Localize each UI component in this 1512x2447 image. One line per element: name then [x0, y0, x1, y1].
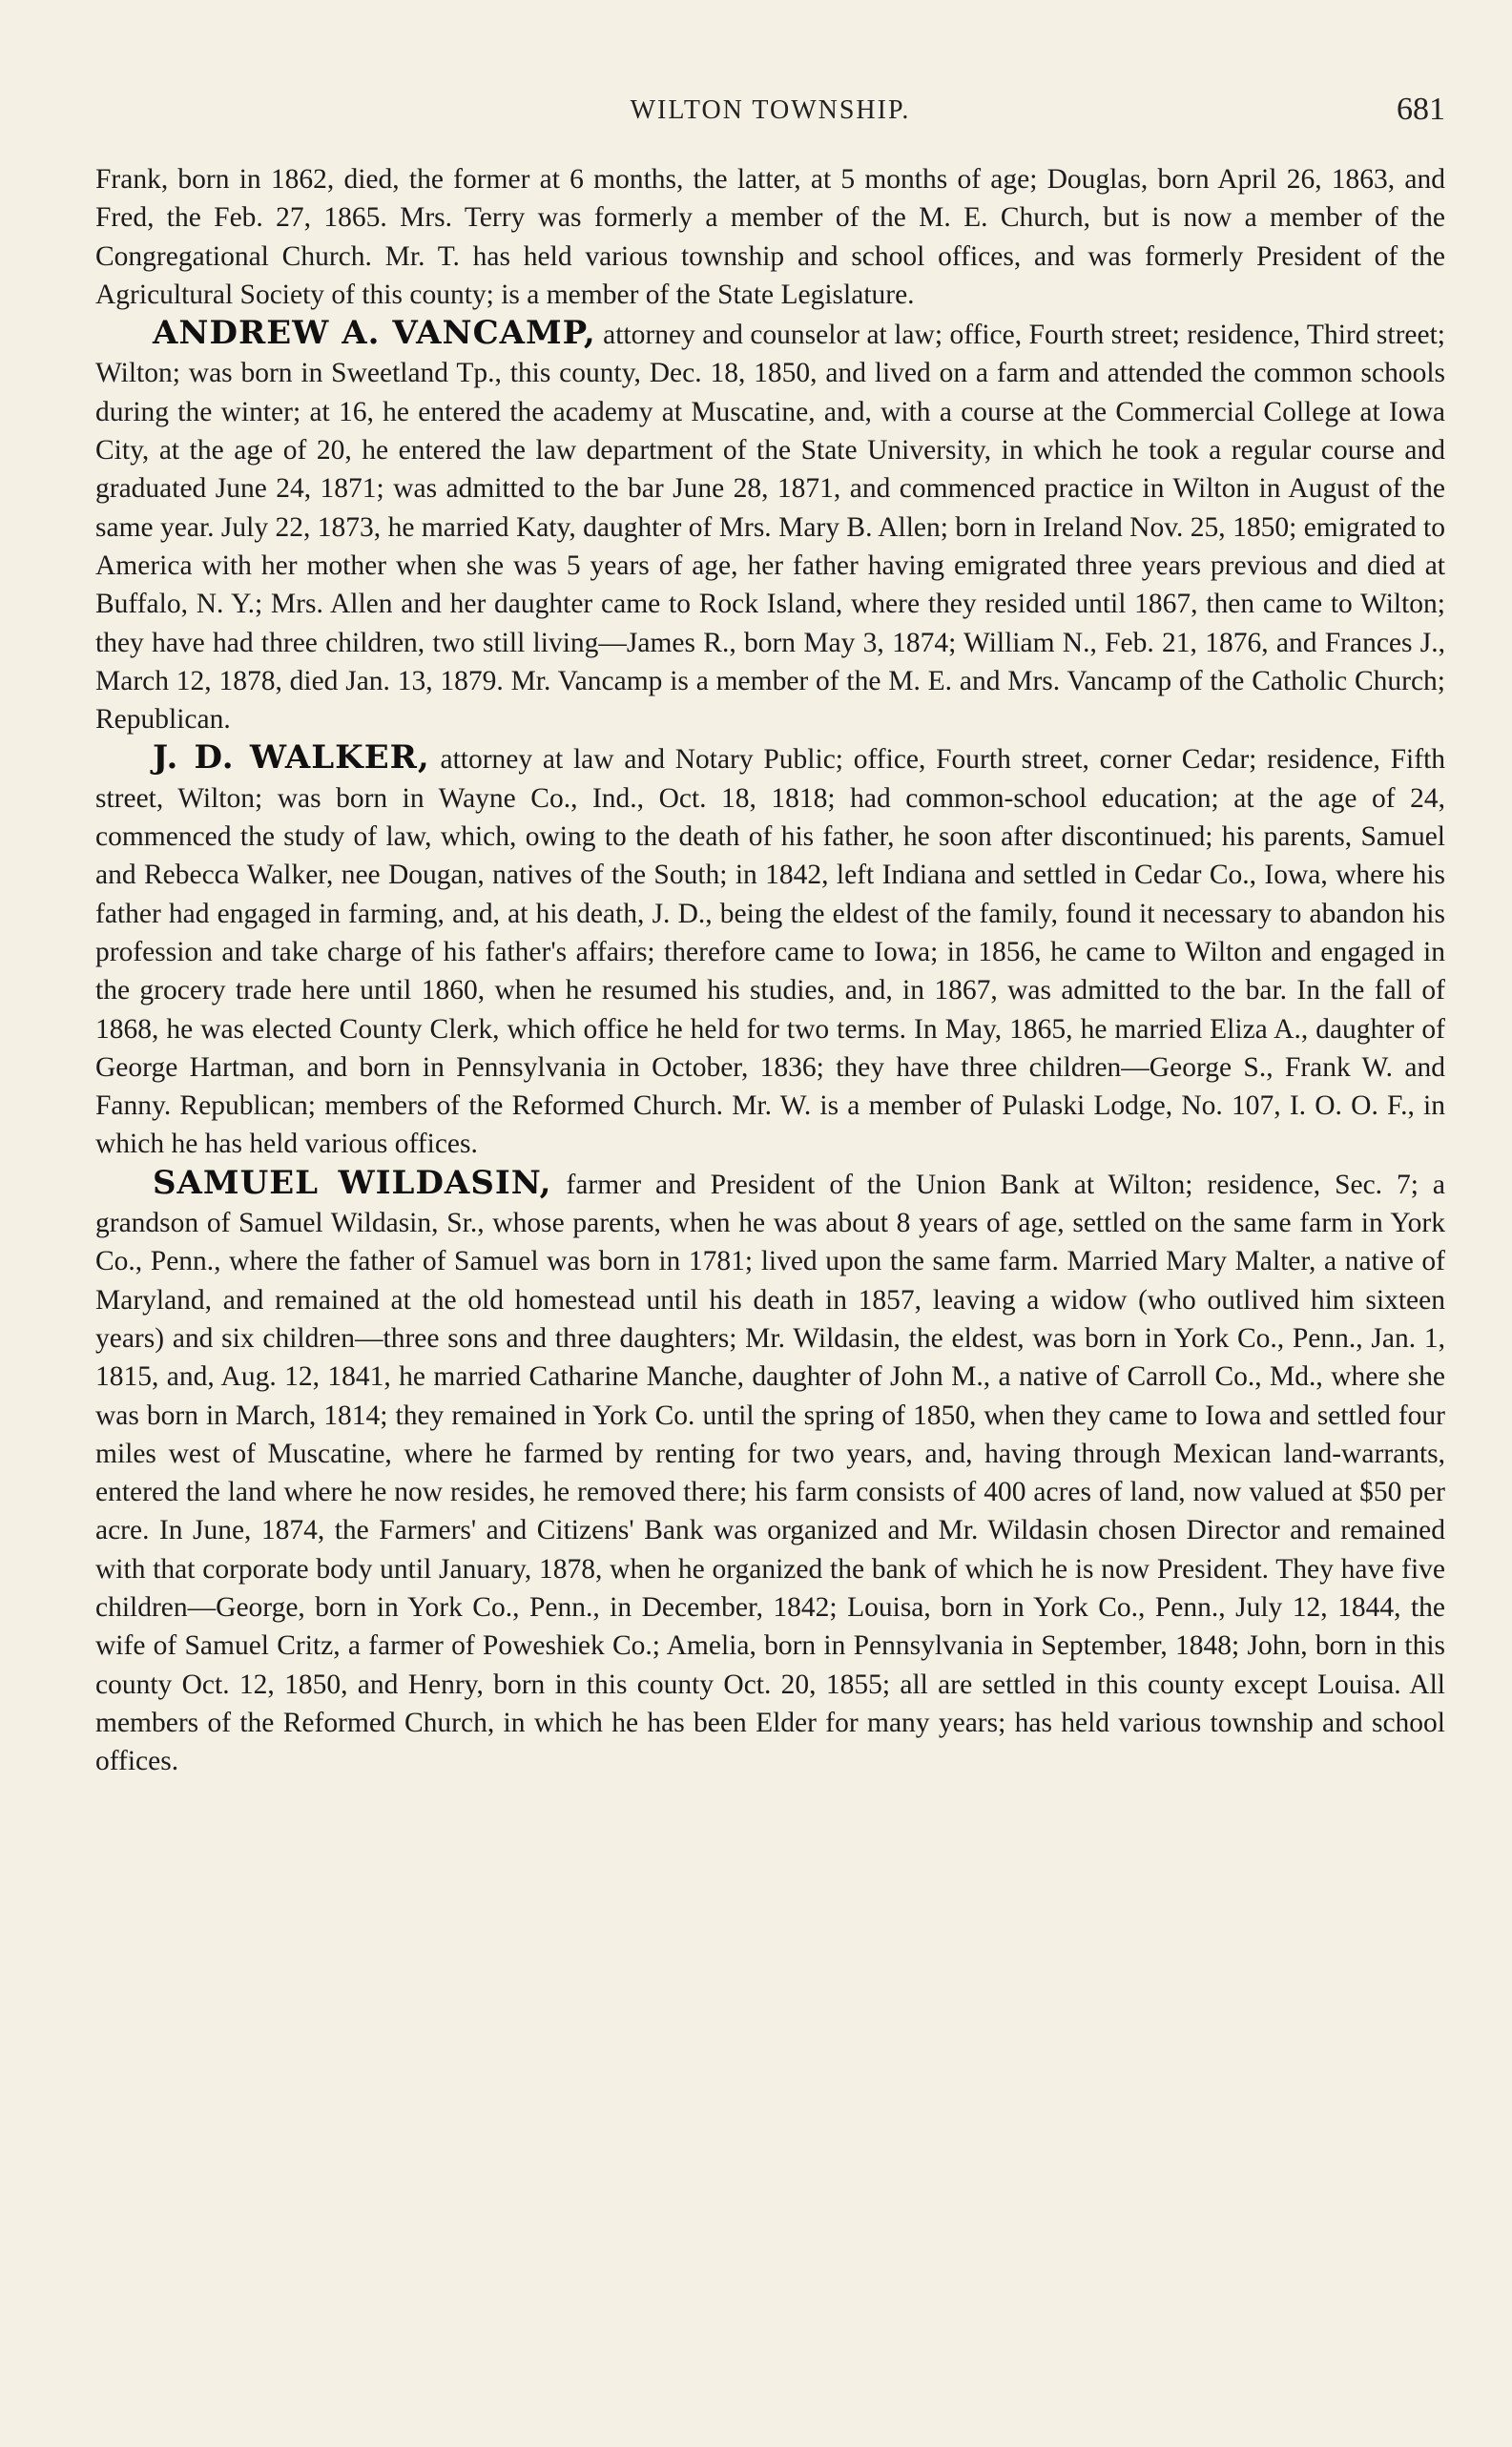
biography-entry	[95, 1164, 1445, 1781]
paragraph-text: Frank, born in 1862, died, the former at 6 months, the latter, at 5 months of age; Douglas, born April 26, 1863, and Fred, the Feb. 27, 1865. Mrs. Terry was formerly a member of the M. E. Church, but is now a member of the Congregational Church. Mr. T. has held various township and school offices, and was formerly President of the Agricultural Society of this county; is a member of the State Legislature.	[95, 164, 1445, 310]
entry-name: SAMUEL WILDASIN,	[153, 1163, 552, 1202]
page-number: 681	[1397, 92, 1445, 127]
entry-text: attorney and counselor at law; office, Fourth street; residence, Third street; Wilton; was born in Sweetland Tp., this county, Dec. 18, 1850, and lived on a farm and attended the common schools during the winter; at 16, he entered the academy at Muscatine, and, with a course at the Commercial College at Iowa City, at the age of 20, he entered the law department of the State University, in which he took a regular course and graduated June 24, 1871; was admitted to the bar June 28, 1871, and commenced practice in Wilton in August of the same year. July 22, 1873, he married Katy, daughter of Mrs. Mary B. Allen; born in Ireland Nov. 25, 1850; emigrated to America with her mother when she was 5 years of age, her father having emigrated three years previous and died at Buffalo, N. Y.; Mrs. Allen and her daughter came to Rock Island, where they resided until 1867, then came to Wilton; they have had three children, two still living—James R., born May 3, 1874; William N., Feb. 21, 1876, and Frances J., March 12, 1878, died Jan. 13, 1879. Mr. Vancamp is a member of the M. E. and Mrs. Vancamp of the Catholic Church; Republican.	[95, 320, 1446, 736]
page-body	[95, 160, 1445, 1780]
entry-name: ANDREW A. VANCAMP,	[153, 314, 596, 353]
paragraph-continuation	[95, 160, 1445, 314]
running-head: WILTON TOWNSHIP.	[630, 95, 911, 125]
entry-text: farmer and President of the Union Bank at Wilton; residence, Sec. 7; a grandson of Samuel Wildasin, Sr., whose parents, when he was about 8 years of age, settled on the same farm in York Co., Penn., where the father of Samuel was born in 1781; lived upon the same farm. Married Mary Malter, a native of Maryland, and remained at the old homestead until his death in 1857, leaving a widow (who outlived him sixteen years) and six children—three sons and three daughters; Mr. Wildasin, the eldest, was born in York Co., Penn., Jan. 1, 1815, and, Aug. 12, 1841, he married Catharine Manche, daughter of John M., a native of Carroll Co., Md., where she was born in March, 1814; they remained in York Co. until the spring of 1850, when they came to Iowa and settled four miles west of Muscatine, where he farmed by renting for two years, and, having through Mexican land-warrants, entered the land where he now resides, he removed there; his farm consists of 400 acres of land, now valued at $50 per acre. In June, 1874, the Farmers' and Citizens' Bank was organized and Mr. Wildasin chosen Director and remained with that corporate body until January, 1878, when he organized the bank of which he is now President. They have five children—George, born in York Co., Penn., in December, 1842; Louisa, born in York Co., Penn., July 12, 1844, the wife of Samuel Critz, a farmer of Poweshiek Co.; Amelia, born in Pennsylvania in September, 1848; John, born in this county Oct. 12, 1850, and Henry, born in this county Oct. 20, 1855; all are settled in this county except Louisa. All members of the Reformed Church, in which he has been Elder for many years; has held various township and school offices.	[95, 1169, 1445, 1777]
page-header	[95, 92, 1445, 134]
biography-entry	[95, 738, 1445, 1163]
entry-text: attorney at law and Notary Public; office, Fourth street, corner Cedar; residence, Fifth street, Wilton; was born in Wayne Co., Ind., Oct. 18, 1818; had common-school education; at the age of 24, commenced the study of law, which, owing to the death of his father, he soon after discontinued; his parents, Samuel and Rebecca Walker, nee Dougan, natives of the South; in 1842, left Indiana and settled in Cedar Co., Iowa, where his father had engaged in farming, and, at his death, J. D., being the eldest of the family, found it necessary to abandon his profession and take charge of his father's affairs; therefore came to Iowa; in 1856, he came to Wilton and engaged in the grocery trade here until 1860, when he resumed his studies, and, in 1867, was admitted to the bar. In the fall of 1868, he was elected County Clerk, which office he held for two terms. In May, 1865, he married Eliza A., daughter of George Hartman, and born in Pennsylvania in October, 1836; they have three children—George S., Frank W. and Fanny. Republican; members of the Reformed Church. Mr. W. is a member of Pulaski Lodge, No. 107, I. O. O. F., in which he has held various offices.	[95, 744, 1446, 1160]
entry-name: J. D. WALKER,	[153, 738, 430, 778]
biography-entry	[95, 314, 1445, 738]
